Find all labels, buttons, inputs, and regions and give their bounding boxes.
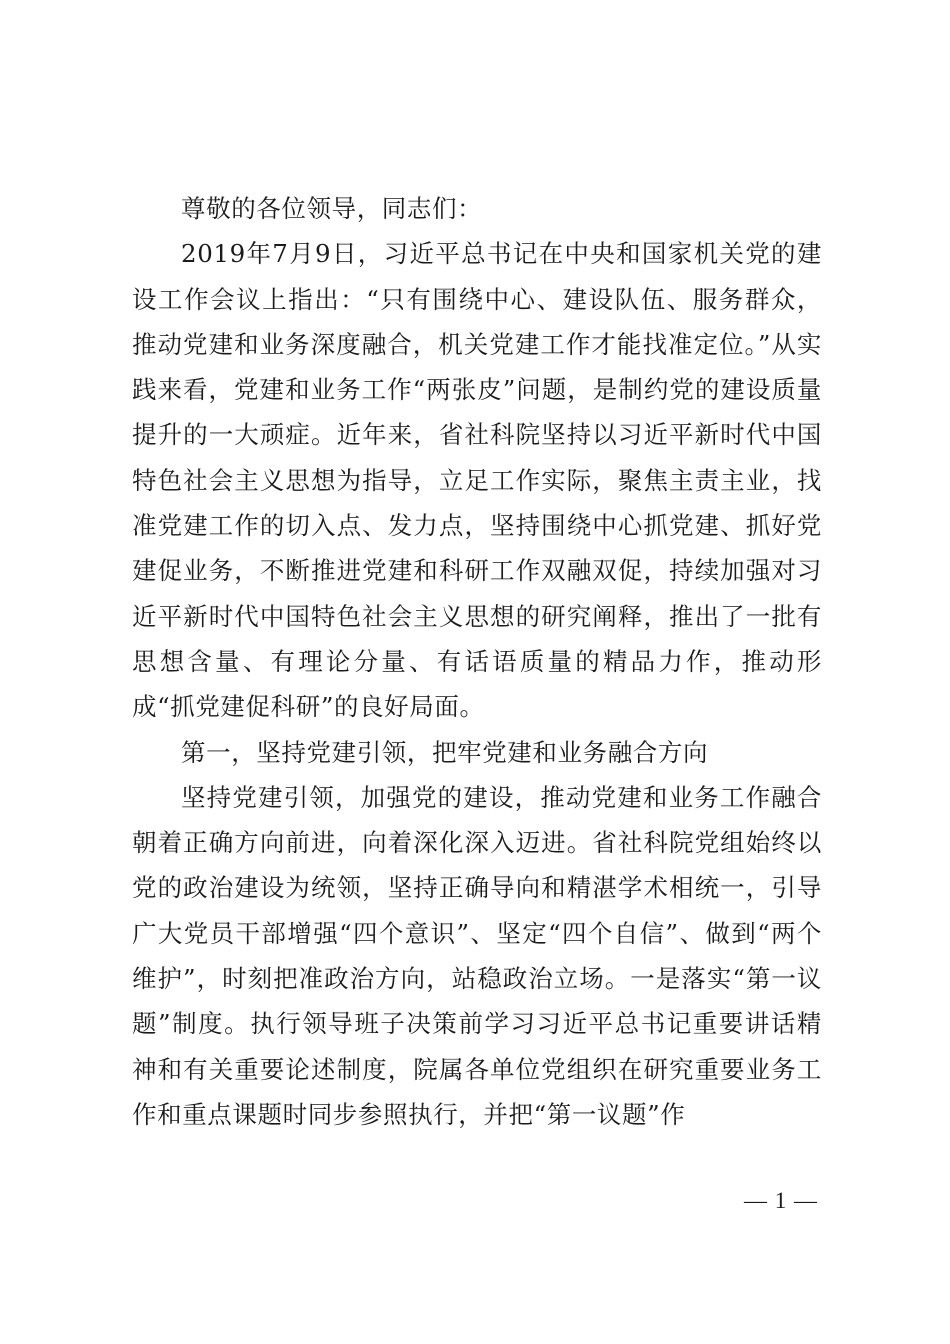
section-paragraph: 坚持党建引领，加强党的建设，推动党建和业务工作融合朝着正确方向前进，向着深化深入迈进。省社科院党组始终以党的政治建设为统领，坚持正确导向和精湛学术相统一，引导广大党员干部增强“四个意识”、坚定“四个自信”、做到“两个维护”，时刻把准政治方向，站稳政治立场。一是落实“第一议题”制度。执行领导班子决策前学习习近平总书记重要讲话精神和有关重要论述制度，院属各单位党组织在研究重要业务工作和重点课题时同步参照执行，并把“第一议题”作 (132, 782, 822, 1129)
page-number: — 1 — (744, 1188, 818, 1213)
document-body (132, 186, 822, 1137)
section-heading: 第一，坚持党建引领，把牢党建和业务融合方向 (181, 737, 709, 767)
salutation: 尊敬的各位领导，同志们： (181, 194, 483, 223)
intro-paragraph: 2019年7月9日，习近平总书记在中央和国家机关党的建设工作会议上指出：“只有围绕中心、建设队伍、服务群众，推动党建和业务深度融合，机关党建工作才能找准定位。”从实践来看，党建和业务工作“两张皮”问题，是制约党的建设质量提升的一大顽症。近年来，省社科院坚持以习近平新时代中国特色社会主义思想为指导，立足工作实际，聚焦主责主业，找准党建工作的切入点、发力点，坚持围绕中心抓党建、抓好党建促业务，不断推进党建和科研工作双融双促，持续加强对习近平新时代中国特色社会主义思想的研究阐释，推出了一批有思想含量、有理论分量、有话语质量的精品力作，推动形成“抓党建促科研”的良好局面。 (132, 239, 822, 722)
